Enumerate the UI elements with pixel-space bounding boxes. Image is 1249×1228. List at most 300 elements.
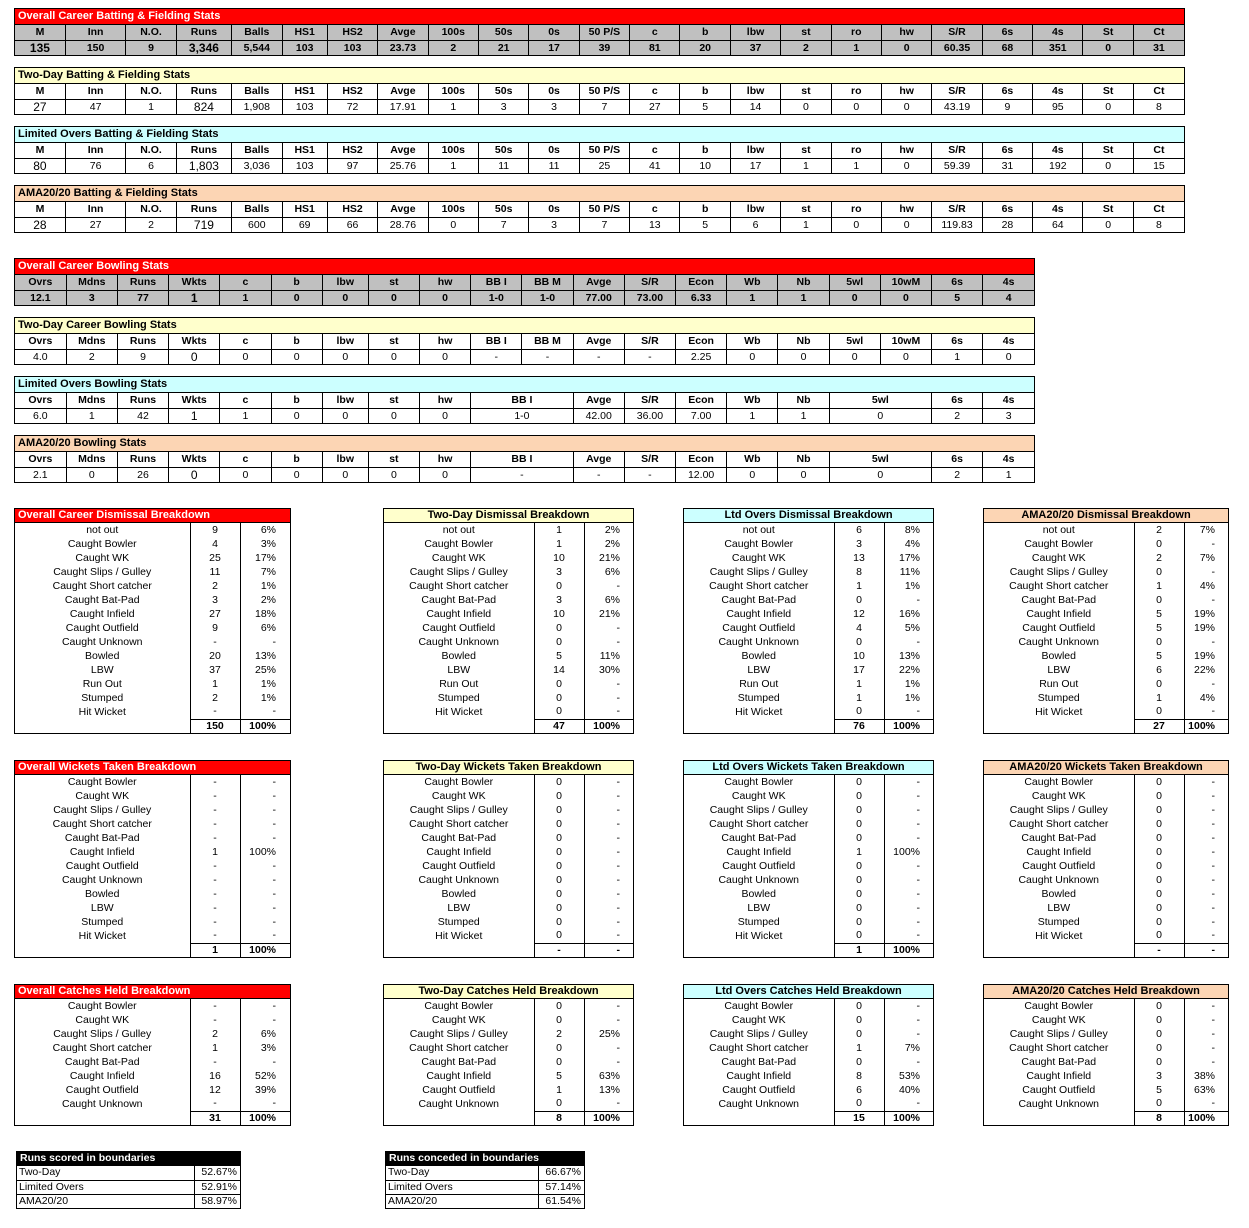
row-percent: 11% bbox=[884, 565, 934, 579]
column-header: Wkts bbox=[169, 452, 220, 467]
total-percent: 100% bbox=[884, 719, 934, 733]
column-header: Runs bbox=[117, 334, 168, 349]
stat-value: 8 bbox=[1156, 100, 1162, 113]
row-percent: - bbox=[584, 775, 634, 789]
row-count: - bbox=[190, 803, 240, 817]
stat-value: 17 bbox=[730, 158, 780, 173]
row-count: 0 bbox=[1134, 817, 1184, 831]
column-header: 100s bbox=[428, 25, 478, 40]
column-header: S/R bbox=[932, 143, 982, 158]
row-count: 0 bbox=[1134, 1027, 1184, 1041]
row-count: 6 bbox=[834, 1083, 884, 1097]
row-percent: - bbox=[584, 887, 634, 901]
column-header: 6s bbox=[932, 334, 983, 349]
stat-value: 10 bbox=[680, 158, 730, 173]
breakdown-row bbox=[15, 859, 290, 873]
row-percent: - bbox=[1184, 1041, 1229, 1055]
row-percent: - bbox=[584, 1055, 634, 1069]
row-label: Caught Infield bbox=[726, 1069, 792, 1082]
boundary-value: 61.54% bbox=[538, 1194, 584, 1208]
stat-value: 1 bbox=[428, 99, 478, 114]
row-label: Caught Bowler bbox=[1024, 775, 1094, 788]
row-label: Caught Short catcher bbox=[709, 1041, 809, 1054]
row-count: - bbox=[190, 789, 240, 803]
row-label: Caught Slips / Gulley bbox=[1009, 565, 1108, 578]
breakdown-row bbox=[684, 831, 934, 845]
stat-value: 28.76 bbox=[378, 217, 428, 232]
row-label: Caught WK bbox=[731, 789, 786, 802]
stat-value: 1 bbox=[778, 408, 829, 423]
breakdown-row bbox=[684, 1027, 934, 1041]
stat-value: 31 bbox=[982, 158, 1032, 173]
column-header: Runs bbox=[176, 202, 231, 217]
column-header: 4s bbox=[1033, 84, 1083, 99]
stats-table bbox=[15, 393, 1034, 423]
row-percent: 63% bbox=[584, 1069, 634, 1083]
row-count: 11 bbox=[190, 565, 240, 579]
row-percent: 7% bbox=[884, 1041, 934, 1055]
stat-value: 0 bbox=[169, 467, 220, 482]
column-header: 50s bbox=[478, 25, 528, 40]
stat-value: 0 bbox=[322, 467, 368, 482]
row-percent: - bbox=[584, 817, 634, 831]
row-count: 0 bbox=[834, 803, 884, 817]
row-label: Caught Short catcher bbox=[52, 817, 152, 830]
row-percent: - bbox=[884, 775, 934, 789]
row-percent: - bbox=[584, 999, 634, 1013]
breakdown-row bbox=[684, 1097, 934, 1111]
row-count: 0 bbox=[834, 873, 884, 887]
row-label: Caught Outfield bbox=[65, 621, 139, 634]
stat-value: 0 bbox=[1083, 40, 1133, 55]
row-percent: 7% bbox=[1184, 551, 1229, 565]
breakdown-row bbox=[684, 621, 934, 635]
row-label: not out bbox=[1042, 523, 1075, 536]
row-count: 0 bbox=[534, 915, 584, 929]
row-percent: 13% bbox=[584, 1083, 634, 1097]
breakdown-row bbox=[15, 607, 290, 621]
boundary-label: Two-Day bbox=[388, 1166, 430, 1179]
stat-value: 1 bbox=[169, 290, 220, 305]
column-header: 0s bbox=[529, 202, 579, 217]
row-label: LBW bbox=[1047, 901, 1071, 914]
row-count: 2 bbox=[190, 579, 240, 593]
row-percent: 13% bbox=[240, 649, 290, 663]
stat-value: 31 bbox=[1133, 40, 1184, 55]
row-count: 5 bbox=[1134, 607, 1184, 621]
column-header: Ovrs bbox=[15, 334, 66, 349]
stat-value: 3 bbox=[66, 290, 117, 305]
row-count: 0 bbox=[1134, 831, 1184, 845]
breakdown-row bbox=[384, 1013, 634, 1027]
total-count: 31 bbox=[190, 1111, 240, 1125]
row-count: 0 bbox=[1134, 859, 1184, 873]
row-count: 0 bbox=[534, 621, 584, 635]
row-count: 0 bbox=[534, 817, 584, 831]
stat-value: 13 bbox=[630, 217, 680, 232]
breakdown-row bbox=[15, 789, 290, 803]
breakdown-row bbox=[684, 649, 934, 663]
row-label: Stumped bbox=[1037, 691, 1080, 704]
breakdown-total-row bbox=[15, 719, 290, 733]
row-percent: - bbox=[584, 929, 634, 943]
row-percent: - bbox=[240, 635, 290, 649]
row-count: 0 bbox=[534, 1055, 584, 1069]
row-label: Caught Unknown bbox=[61, 1097, 143, 1110]
row-percent: 4% bbox=[1184, 691, 1229, 705]
column-header: 5wl bbox=[829, 334, 880, 349]
breakdown-row bbox=[684, 775, 934, 789]
column-header: Runs bbox=[176, 84, 231, 99]
breakdown-row bbox=[684, 705, 934, 719]
row-percent: - bbox=[240, 999, 290, 1013]
row-percent: 2% bbox=[584, 537, 634, 551]
row-percent: - bbox=[584, 705, 634, 719]
row-count: 0 bbox=[534, 775, 584, 789]
row-count: 1 bbox=[534, 1083, 584, 1097]
total-count: 27 bbox=[1134, 719, 1184, 733]
column-header: 6s bbox=[982, 84, 1032, 99]
breakdown-row bbox=[15, 1013, 290, 1027]
stat-value: 7.00 bbox=[676, 408, 727, 423]
row-label: Stumped bbox=[81, 915, 124, 928]
row-label: Caught Infield bbox=[1026, 1069, 1092, 1082]
row-label: Caught Short catcher bbox=[52, 1041, 152, 1054]
column-header: Ct bbox=[1133, 202, 1184, 217]
row-label: Caught Bat-Pad bbox=[721, 593, 797, 606]
breakdown-row bbox=[384, 551, 634, 565]
row-label: Bowled bbox=[441, 887, 476, 900]
column-header: Balls bbox=[232, 143, 282, 158]
row-percent: - bbox=[240, 873, 290, 887]
row-count: 1 bbox=[834, 677, 884, 691]
breakdown-total-row bbox=[15, 1111, 290, 1125]
stat-value: 0 bbox=[831, 217, 881, 232]
row-label: Run Out bbox=[739, 677, 779, 690]
breakdown-row bbox=[15, 901, 290, 915]
column-header: b bbox=[271, 452, 322, 467]
row-percent: 19% bbox=[1184, 649, 1229, 663]
row-label: Caught WK bbox=[1031, 551, 1086, 564]
stat-value: 600 bbox=[232, 217, 282, 232]
row-count: 10 bbox=[534, 551, 584, 565]
breakdown-row bbox=[684, 677, 934, 691]
row-count: - bbox=[190, 775, 240, 789]
row-percent: - bbox=[584, 635, 634, 649]
breakdown-row bbox=[15, 523, 290, 537]
column-header: BB M bbox=[522, 275, 573, 290]
stat-value: 72 bbox=[327, 99, 377, 114]
breakdown-row bbox=[15, 649, 290, 663]
row-count: 4 bbox=[190, 537, 240, 551]
stat-value: 36.00 bbox=[624, 408, 675, 423]
breakdown-row bbox=[984, 593, 1229, 607]
breakdown-row bbox=[984, 677, 1229, 691]
row-count: 25 bbox=[190, 551, 240, 565]
column-header: S/R bbox=[932, 25, 982, 40]
stat-value: 17.91 bbox=[378, 99, 428, 114]
breakdown-total-row bbox=[984, 943, 1229, 957]
stat-value: 0 bbox=[831, 99, 881, 114]
row-label: Bowled bbox=[741, 887, 776, 900]
row-label: Caught WK bbox=[75, 551, 130, 564]
row-label: Caught Outfield bbox=[422, 1083, 496, 1096]
row-label: Caught Infield bbox=[1026, 845, 1092, 858]
total-spacer bbox=[684, 943, 834, 957]
breakdown-row bbox=[984, 579, 1229, 593]
column-header: 4s bbox=[1033, 143, 1083, 158]
column-header: BB I bbox=[471, 334, 522, 349]
stat-value: 73.00 bbox=[624, 290, 675, 305]
stat-value: - bbox=[624, 467, 675, 482]
row-percent: 6% bbox=[584, 593, 634, 607]
column-header: 6s bbox=[932, 393, 983, 408]
stat-value: 27 bbox=[630, 99, 680, 114]
breakdown-row bbox=[984, 901, 1229, 915]
column-header: St bbox=[1083, 84, 1133, 99]
column-header: 10wM bbox=[880, 334, 931, 349]
row-label: Caught Bat-Pad bbox=[421, 1055, 497, 1068]
breakdown-row bbox=[984, 691, 1229, 705]
row-percent: 2% bbox=[240, 593, 290, 607]
breakdown-row bbox=[684, 999, 934, 1013]
total-percent: 100% bbox=[240, 1111, 290, 1125]
row-count: 0 bbox=[834, 635, 884, 649]
column-header: Mdns bbox=[66, 334, 117, 349]
column-header: Balls bbox=[232, 84, 282, 99]
stat-value: 7 bbox=[579, 217, 629, 232]
breakdown-row bbox=[684, 887, 934, 901]
row-count: 1 bbox=[534, 523, 584, 537]
total-count: 1 bbox=[834, 943, 884, 957]
stat-value: 1-0 bbox=[522, 290, 573, 305]
column-header: Avge bbox=[378, 143, 428, 158]
row-count: 0 bbox=[1134, 705, 1184, 719]
row-label: Caught Unknown bbox=[61, 635, 143, 648]
row-count: 10 bbox=[534, 607, 584, 621]
row-count: 1 bbox=[834, 579, 884, 593]
stat-value: 2.25 bbox=[676, 349, 727, 364]
breakdown-row bbox=[984, 635, 1229, 649]
stat-value: 0 bbox=[271, 349, 322, 364]
ltd-overs-catches-breakdown bbox=[683, 984, 934, 1126]
breakdown-row bbox=[984, 621, 1229, 635]
stat-value: 0 bbox=[1083, 99, 1133, 114]
stat-value: 1 bbox=[932, 349, 983, 364]
row-count: - bbox=[190, 859, 240, 873]
row-label: not out bbox=[742, 523, 775, 536]
column-header: st bbox=[368, 275, 419, 290]
breakdown-row bbox=[384, 775, 634, 789]
stat-value: 0 bbox=[778, 467, 829, 482]
row-label: Caught WK bbox=[431, 551, 486, 564]
column-header: Avge bbox=[573, 334, 624, 349]
column-header: M bbox=[15, 25, 65, 40]
limited-overs-batting-section bbox=[14, 126, 1185, 174]
stat-value: 0 bbox=[781, 99, 831, 114]
column-header: HS2 bbox=[327, 84, 377, 99]
row-percent: - bbox=[1184, 677, 1229, 691]
column-header: Econ bbox=[676, 334, 727, 349]
row-percent: - bbox=[240, 831, 290, 845]
row-percent: - bbox=[240, 705, 290, 719]
breakdown-row bbox=[15, 579, 290, 593]
row-count: 3 bbox=[834, 537, 884, 551]
column-header: S/R bbox=[624, 334, 675, 349]
stat-value: 192 bbox=[1033, 158, 1083, 173]
stat-value: 0 bbox=[1005, 350, 1012, 363]
two-day-dismissal-breakdown bbox=[383, 508, 634, 734]
column-header: Ct bbox=[1133, 84, 1184, 99]
row-label: Caught Bat-Pad bbox=[421, 831, 497, 844]
row-percent: - bbox=[884, 1013, 934, 1027]
stat-value: 77.00 bbox=[573, 290, 624, 305]
row-count: 0 bbox=[834, 929, 884, 943]
row-percent: 63% bbox=[1184, 1083, 1229, 1097]
row-label: Stumped bbox=[437, 691, 480, 704]
breakdown-row bbox=[15, 873, 290, 887]
column-header: st bbox=[781, 202, 831, 217]
stat-value: 3 bbox=[1005, 409, 1012, 422]
row-percent: - bbox=[584, 873, 634, 887]
breakdown-row bbox=[684, 1069, 934, 1083]
section-title: AMA20/20 Batting & Fielding Stats bbox=[15, 186, 1184, 202]
ltd-overs-wickets-breakdown bbox=[683, 760, 934, 958]
column-header: c bbox=[220, 393, 271, 408]
breakdown-row bbox=[384, 929, 634, 943]
breakdown-row bbox=[15, 1055, 290, 1069]
breakdown-row bbox=[684, 579, 934, 593]
row-count: 2 bbox=[1134, 551, 1184, 565]
stat-value: 69 bbox=[282, 217, 327, 232]
row-count: 0 bbox=[534, 887, 584, 901]
breakdown-row bbox=[384, 579, 634, 593]
row-count: - bbox=[190, 1013, 240, 1027]
row-label: Caught Short catcher bbox=[709, 817, 809, 830]
row-percent: 7% bbox=[1184, 523, 1229, 537]
row-label: Caught WK bbox=[75, 789, 130, 802]
row-percent: - bbox=[1184, 901, 1229, 915]
row-label: Caught Bowler bbox=[424, 775, 494, 788]
row-label: Caught WK bbox=[75, 1013, 130, 1026]
overall-catches-breakdown bbox=[14, 984, 291, 1126]
total-percent: 100% bbox=[584, 1111, 634, 1125]
stat-value: 0 bbox=[778, 349, 829, 364]
stat-value: 60.35 bbox=[932, 40, 982, 55]
stat-value: 0 bbox=[829, 408, 931, 423]
stat-value: 2 bbox=[932, 467, 983, 482]
row-percent: 53% bbox=[884, 1069, 934, 1083]
row-count: 1 bbox=[1134, 579, 1184, 593]
row-label: Caught Infield bbox=[726, 607, 792, 620]
boundary-label: Limited Overs bbox=[386, 1180, 538, 1194]
row-label: Caught Bowler bbox=[724, 999, 794, 1012]
breakdown-title: Ltd Overs Wickets Taken Breakdown bbox=[684, 761, 933, 775]
column-header: ro bbox=[831, 25, 881, 40]
row-label: Caught Bat-Pad bbox=[64, 831, 140, 844]
breakdown-row bbox=[15, 691, 290, 705]
breakdown-row bbox=[684, 929, 934, 943]
stats-table bbox=[15, 84, 1184, 114]
breakdown-row bbox=[984, 803, 1229, 817]
stat-value: 17 bbox=[529, 40, 579, 55]
row-label: Caught Slips / Gulley bbox=[53, 565, 152, 578]
breakdown-row bbox=[15, 677, 290, 691]
breakdown-row bbox=[384, 663, 634, 677]
row-label: Caught Infield bbox=[69, 845, 135, 858]
row-percent: - bbox=[884, 831, 934, 845]
stat-value: 1 bbox=[220, 408, 271, 423]
breakdown-row bbox=[684, 915, 934, 929]
breakdown-row bbox=[984, 649, 1229, 663]
row-count: 1 bbox=[834, 691, 884, 705]
column-header: lbw bbox=[730, 143, 780, 158]
stat-value: 3,346 bbox=[176, 40, 231, 55]
runs-scored-boundaries bbox=[16, 1151, 241, 1209]
stats-table bbox=[15, 334, 1034, 364]
row-label: Caught Bowler bbox=[1024, 999, 1094, 1012]
row-label: Caught Bat-Pad bbox=[64, 593, 140, 606]
row-count: 0 bbox=[534, 859, 584, 873]
row-label: Caught Bat-Pad bbox=[1021, 1055, 1097, 1068]
row-label: Caught Outfield bbox=[1022, 859, 1096, 872]
breakdown-row bbox=[384, 523, 634, 537]
row-label: Caught Bat-Pad bbox=[64, 1055, 140, 1068]
row-percent: - bbox=[1184, 1055, 1229, 1069]
column-header: 0s bbox=[529, 25, 579, 40]
column-header: HS1 bbox=[282, 84, 327, 99]
row-percent: - bbox=[884, 873, 934, 887]
column-header: 50 P/S bbox=[579, 143, 629, 158]
row-label: Hit Wicket bbox=[435, 705, 483, 718]
stats-table bbox=[15, 202, 1184, 232]
breakdown-row bbox=[984, 1097, 1229, 1111]
row-label: not out bbox=[442, 523, 475, 536]
row-count: 0 bbox=[834, 901, 884, 915]
row-label: Caught Unknown bbox=[718, 873, 800, 886]
stat-value: 1-0 bbox=[471, 408, 573, 423]
row-count: 0 bbox=[1134, 887, 1184, 901]
stat-value: 4.0 bbox=[15, 349, 66, 364]
stat-value: 11 bbox=[478, 158, 528, 173]
row-percent: - bbox=[1184, 873, 1229, 887]
row-count: 0 bbox=[834, 775, 884, 789]
row-count: 6 bbox=[834, 523, 884, 537]
row-count: 10 bbox=[834, 649, 884, 663]
breakdown-row bbox=[984, 831, 1229, 845]
row-label: Caught Bat-Pad bbox=[421, 593, 497, 606]
stat-value: 43.19 bbox=[932, 99, 982, 114]
stat-value: 2 bbox=[428, 40, 478, 55]
column-header: N.O. bbox=[126, 25, 176, 40]
breakdown-row bbox=[684, 859, 934, 873]
row-label: LBW bbox=[90, 901, 114, 914]
column-header: 6s bbox=[982, 143, 1032, 158]
row-count: 0 bbox=[834, 1097, 884, 1111]
stat-value: 0 bbox=[271, 467, 322, 482]
row-label: LBW bbox=[90, 663, 114, 676]
row-count: 8 bbox=[834, 565, 884, 579]
breakdown-row bbox=[684, 1041, 934, 1055]
column-header: 6s bbox=[932, 275, 983, 290]
stat-value: 26 bbox=[117, 467, 168, 482]
stat-value: 135 bbox=[15, 40, 65, 55]
row-count: 0 bbox=[834, 887, 884, 901]
stat-value: 39 bbox=[579, 40, 629, 55]
stat-value: - bbox=[573, 467, 624, 482]
row-percent: - bbox=[240, 901, 290, 915]
stat-value: 1 bbox=[778, 290, 829, 305]
